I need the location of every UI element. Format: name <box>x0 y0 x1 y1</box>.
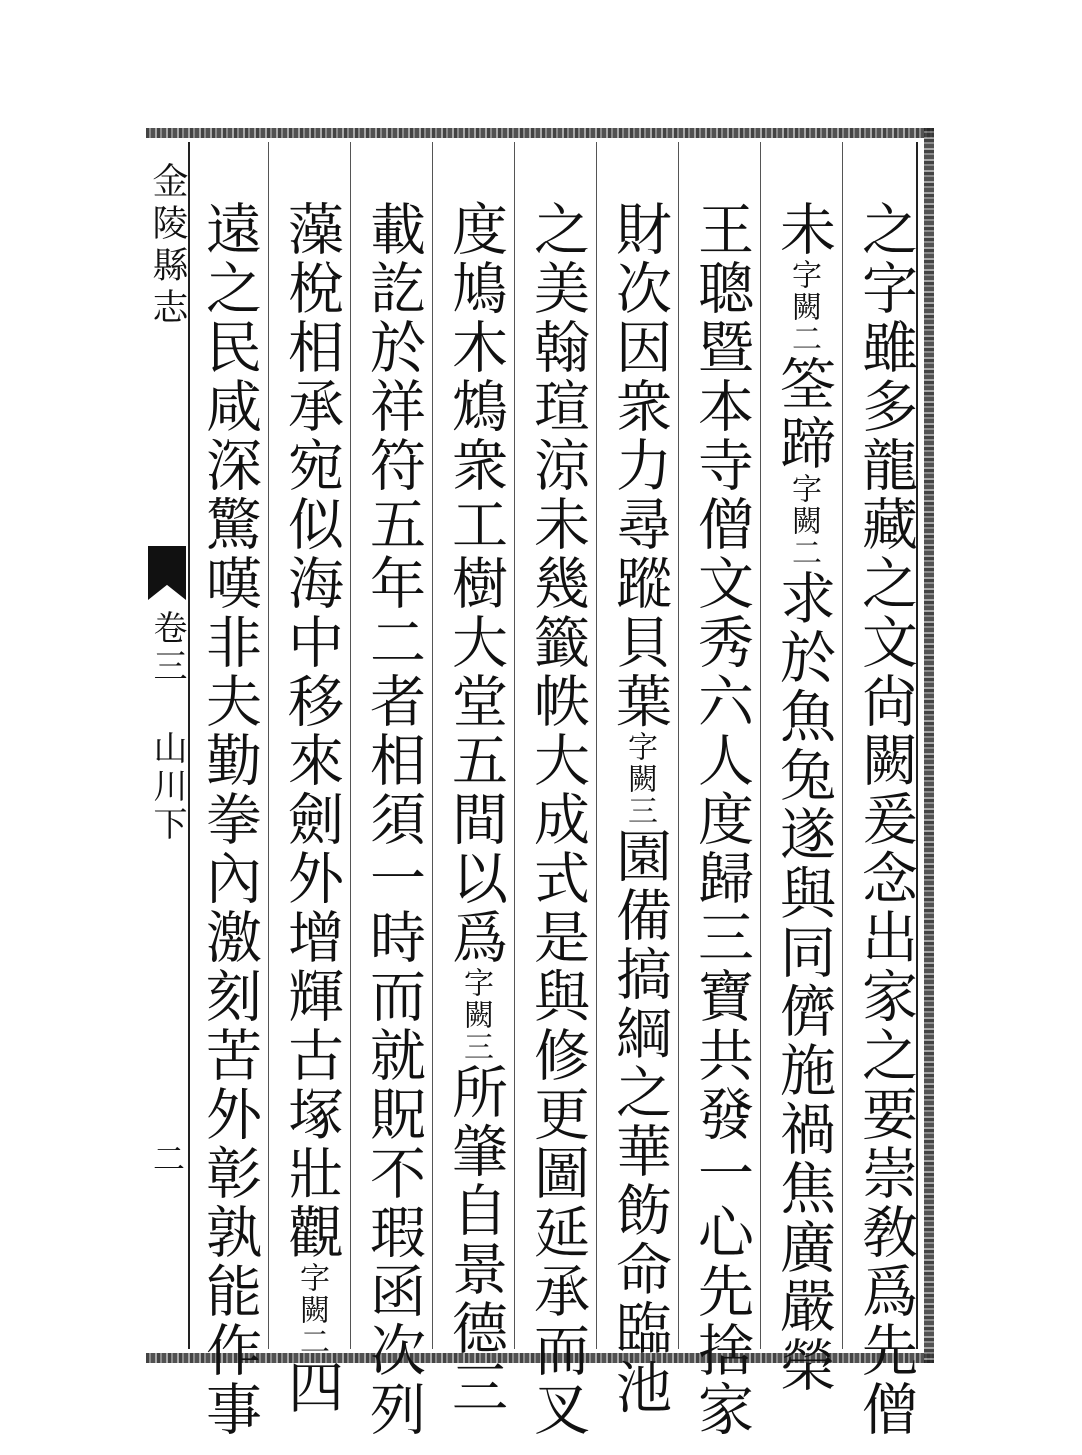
column-text: 求於魚兔遂與同儕施禍焦廣嚴榮 <box>771 569 836 1395</box>
text-column-8 <box>272 200 350 1417</box>
column-rule <box>350 142 351 1349</box>
column-text: 財次因衆力尋蹤貝葉 <box>607 200 672 731</box>
text-column-2 <box>764 200 842 1395</box>
lacuna-note: 字闕三 <box>458 967 493 1063</box>
column-text: 遠之民咸深驚嘆非夫勤拳內激刻苦外彰孰能作事 <box>197 200 262 1439</box>
text-column-5 <box>518 200 596 1439</box>
column-rule <box>432 142 433 1349</box>
column-rule <box>678 142 679 1349</box>
lacuna-note: 字闕二 <box>786 259 821 355</box>
column-text: 筌蹄 <box>771 355 836 473</box>
column-text: 所肇自景德三 <box>443 1063 508 1417</box>
center-gutter <box>146 142 190 1349</box>
text-column-1 <box>846 200 924 1439</box>
column-text: 之美翰瑄涼未幾籤帙大成式是與修更圖延承而叉 <box>525 200 590 1439</box>
page-frame <box>146 128 934 1439</box>
column-rule <box>842 142 843 1349</box>
text-column-9 <box>190 200 268 1439</box>
column-text: 四 <box>279 1358 344 1417</box>
column-text: 度鳩木鴆衆工樹大堂五間以爲 <box>443 200 508 967</box>
top-border <box>146 128 934 138</box>
column-text: 園備搞綱之華飭命臨池 <box>607 827 672 1417</box>
column-rule <box>268 142 269 1349</box>
lacuna-note: 字闕三 <box>622 731 657 827</box>
column-rule <box>514 142 515 1349</box>
right-border <box>924 128 934 1363</box>
column-text: 之字雖多龍藏之文尙闕爰念出家之要崇敎爲先僧 <box>853 200 918 1439</box>
page-number: 二 <box>148 1142 186 1174</box>
text-column-7 <box>354 200 432 1439</box>
lacuna-note: 字闕二 <box>294 1262 329 1358</box>
column-text: 載訖於祥符五年二者相須一時而就貺不瑕函次列 <box>361 200 426 1439</box>
fishtail-mark-icon <box>148 546 186 600</box>
text-column-3 <box>682 200 760 1439</box>
text-column-6 <box>436 200 514 1417</box>
lacuna-note: 字闕二 <box>786 473 821 569</box>
column-text: 未 <box>771 200 836 259</box>
book-title: 金陵縣志 <box>147 162 188 330</box>
chapter-title: 卷三 山川下 <box>147 610 187 844</box>
column-text: 藻梲相承宛似海中移來劍外增輝古塚壯觀 <box>279 200 344 1262</box>
column-rule <box>596 142 597 1349</box>
column-rule <box>760 142 761 1349</box>
column-text: 王聰暨本寺僧文秀六人度歸三寶共發一心先捨家 <box>689 200 754 1439</box>
text-column-4 <box>600 200 678 1417</box>
